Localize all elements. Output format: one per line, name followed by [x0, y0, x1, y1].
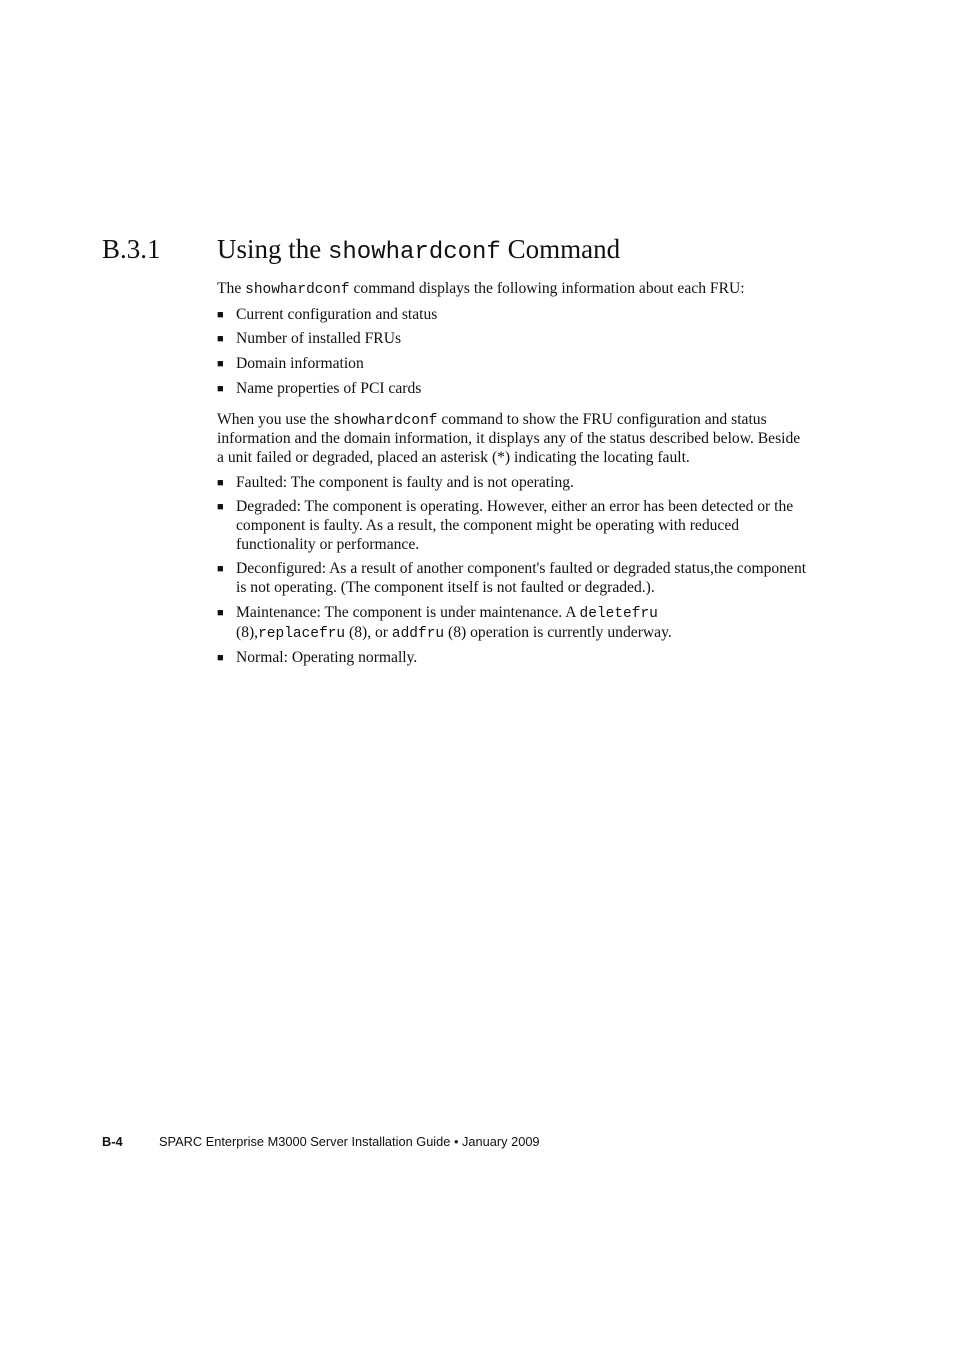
fru-info-list — [217, 306, 807, 399]
section-title: Using the showhardconf Command — [217, 234, 621, 266]
status-list — [217, 474, 807, 668]
inline-command: replacefru — [258, 625, 346, 642]
list-item: ■ Domain information — [217, 355, 807, 374]
list-item: ■ Number of installed FRUs — [217, 330, 807, 349]
title-command: showhardconf — [328, 239, 501, 266]
list-item: ■ Current configuration and status — [217, 306, 807, 325]
footer-date: January 2009 — [462, 1134, 540, 1149]
status-paragraph: When you use the showhardconf command to show the FRU configuration and status information and the domain information, it displays any of the status described below. Beside a unit failed or degraded, placed an asterisk (*) indicating the locating fault. — [217, 410, 801, 466]
inline-command: addfru — [391, 625, 445, 642]
list-item-deconfigured: ■ Deconfigured: As a result of another component's faulted or degraded status,the component is not operating. (The component itself is not faulted or degraded.). — [217, 560, 807, 597]
list-item-faulted: ■ Faulted: The component is faulty and is not operating. — [217, 474, 807, 493]
list-item-normal: ■ Normal: Operating normally. — [217, 649, 807, 668]
page-number: B-4 — [102, 1134, 123, 1149]
inline-command: showhardconf — [245, 282, 350, 298]
footer-separator: • — [453, 1134, 459, 1149]
inline-command: deletefru — [579, 605, 658, 622]
list-item: ■ Name properties of PCI cards — [217, 380, 807, 399]
list-item-degraded: ■ Degraded: The component is operating. However, either an error has been detected or the component is faulty. As a result, the component might be operating with reduced functionality or performance. — [217, 498, 807, 554]
page-footer — [102, 1134, 540, 1149]
inline-command: showhardconf — [333, 412, 438, 429]
list-item-maintenance: ■ Maintenance: The component is under maintenance. A deletefru (8),replacefru (8), or addfru (8) operation is currently underway. — [217, 604, 807, 643]
section-number: B.3.1 — [102, 234, 161, 264]
footer-title: SPARC Enterprise M3000 Server Installation Guide — [159, 1134, 451, 1149]
intro-paragraph: The showhardconf command displays the following information about each FRU: — [217, 280, 745, 298]
section-body — [217, 280, 807, 668]
